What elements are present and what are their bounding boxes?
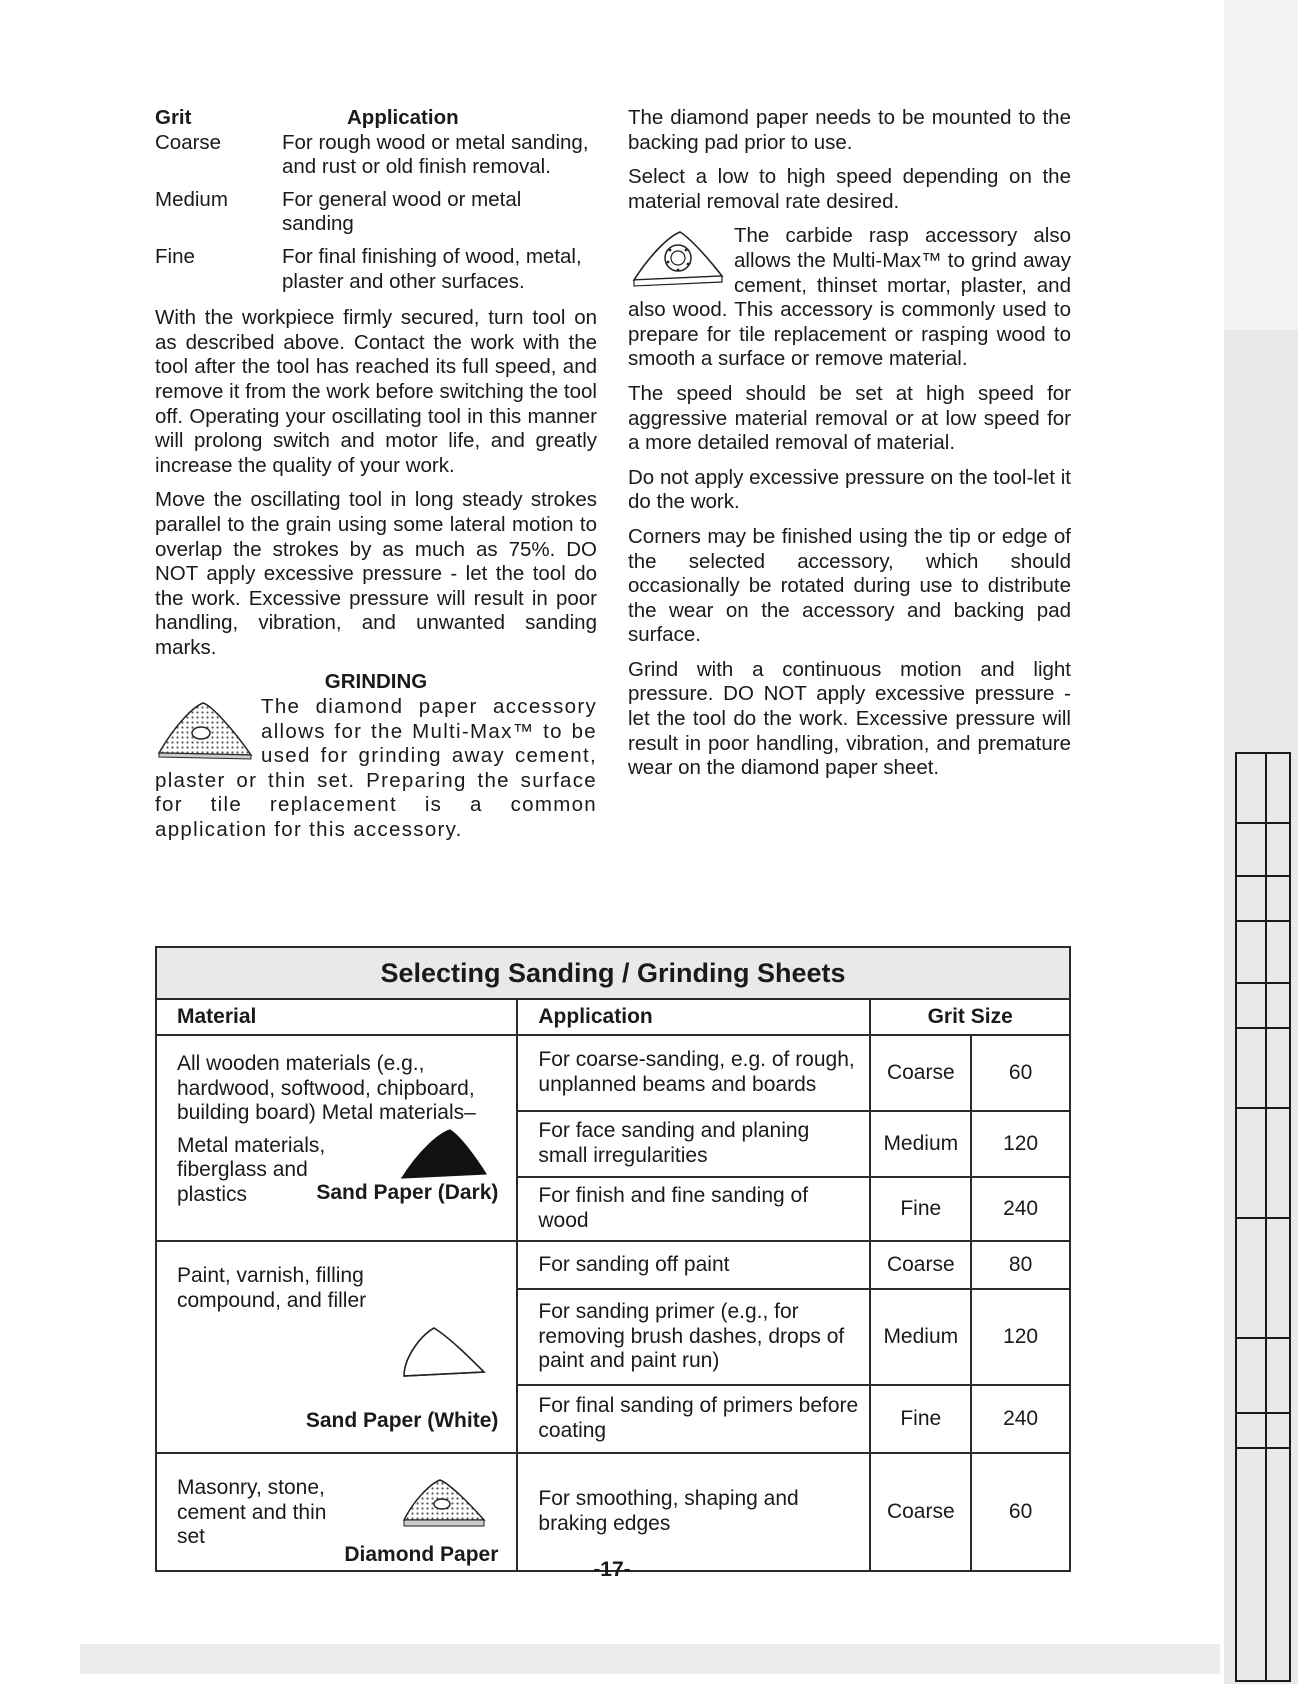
grit-number-cell: 60 [971, 1453, 1070, 1571]
sand-paper-white-icon [400, 1322, 488, 1382]
grit-number-cell: 240 [971, 1385, 1070, 1453]
grit-application-table [155, 106, 597, 294]
diamond-paper-paragraph [155, 695, 597, 843]
table-row [156, 1241, 1070, 1289]
material-header: Material [156, 999, 517, 1035]
thumb-index-tabs [1235, 752, 1291, 1682]
grit-cell: Fine [870, 1177, 971, 1241]
table-title: Selecting Sanding / Grinding Sheets [156, 947, 1070, 999]
material-description: Paint, varnish, filling compound, and filler [177, 1264, 367, 1312]
grit-number-cell: 240 [971, 1177, 1070, 1241]
right-column [628, 106, 1071, 791]
sand-paper-dark-icon [400, 1126, 488, 1182]
application-cell: For final sanding of primers before coating [517, 1385, 870, 1453]
sand-paper-white-label: Sand Paper (White) [305, 1409, 499, 1433]
grit-cell: Medium [870, 1289, 971, 1385]
application-cell: For final finishing of wood, metal, plaster and other surfaces. [282, 244, 582, 293]
application-cell: For sanding off paint [517, 1241, 870, 1289]
grit-size-header: Grit Size [870, 999, 1070, 1035]
application-header: Application [517, 999, 870, 1035]
material-description: All wooden materials (e.g., hardwood, softwood, chipboard, building board) Metal materials– [177, 1052, 476, 1125]
index-tab [1235, 1027, 1291, 1107]
grit-number-cell: 60 [971, 1035, 1070, 1111]
bottom-strip [80, 1644, 1220, 1674]
table-row [156, 1453, 1070, 1571]
grit-cell: Coarse [870, 1453, 971, 1571]
grit-header: Grit [155, 106, 192, 129]
material-cell [156, 1035, 517, 1241]
stroke-paragraph: Move the oscillating tool in long steady strokes parallel to the grain using some lateral motion to overlap the strokes by as much as 75%. DO NOT apply excessive pressure - let the tool do the work. Excessive pressure will result in poor handling, vibration, and unwanted sanding marks. [155, 488, 597, 659]
diamond-paper-text: The diamond paper accessory allows for the Multi-Max™ to be used for grinding away cement, plaster or thin set. Preparing the surface for tile replacement is a common application for this accessory. [155, 695, 597, 842]
speed-select-paragraph: Select a low to high speed depending on the material removal rate desired. [628, 165, 1071, 213]
grit-number-cell: 80 [971, 1241, 1070, 1289]
material-cell [156, 1453, 517, 1571]
diamond-paper-icon [400, 1476, 488, 1532]
application-cell: For smoothing, shaping and braking edges [517, 1453, 870, 1571]
left-column [155, 106, 597, 853]
index-tab [1235, 822, 1291, 875]
index-tab [1235, 1217, 1291, 1337]
table-row [155, 131, 597, 188]
corners-paragraph: Corners may be finished using the tip or edge of the selected accessory, which should occasionally be rotated during use to distribute the wear on the accessory and backing pad surface. [628, 524, 1071, 647]
grit-number-cell: 120 [971, 1111, 1070, 1177]
application-cell: For sanding primer (e.g., for removing brush dashes, drops of paint and paint run) [517, 1289, 870, 1385]
application-cell: For general wood or metal sanding [282, 187, 522, 236]
speed-setting-paragraph: The speed should be set at high speed for aggressive material removal or at low speed for a more detailed removal of material. [628, 381, 1071, 455]
application-cell: For face sanding and planing small irregularities [517, 1111, 870, 1177]
grit-cell: Fine [870, 1385, 971, 1453]
index-tab [1235, 875, 1291, 920]
sanding-sheets-table [155, 946, 1071, 1572]
grit-cell: Fine [155, 244, 195, 268]
side-strip-light [1224, 0, 1298, 330]
grind-motion-paragraph: Grind with a continuous motion and light pressure. DO NOT apply excessive pressure - let the tool do the work. Excessive pressure will result in poor handling, vibration, and premature wear on the diamond paper sheet. [628, 657, 1071, 780]
grit-cell: Medium [155, 187, 228, 211]
grit-cell: Coarse [870, 1035, 971, 1111]
table-row [155, 188, 597, 245]
material-cell [156, 1241, 517, 1453]
application-cell: For finish and fine sanding of wood [517, 1177, 870, 1241]
page-number: -17- [593, 1558, 631, 1581]
index-tab [1235, 752, 1291, 822]
grit-cell: Coarse [870, 1241, 971, 1289]
index-tab [1235, 920, 1291, 982]
mounting-paragraph: The diamond paper needs to be mounted to the backing pad prior to use. [628, 106, 1071, 154]
carbide-rasp-icon [628, 224, 728, 296]
index-tab [1235, 1447, 1291, 1682]
application-cell: For coarse-sanding, e.g. of rough, unplanned beams and boards [517, 1035, 870, 1111]
application-cell: For rough wood or metal sanding, and rust or old finish removal. [282, 130, 589, 179]
index-tab [1235, 1107, 1291, 1217]
index-tab [1235, 1412, 1291, 1447]
index-tab [1235, 982, 1291, 1027]
grit-number-cell: 120 [971, 1289, 1070, 1385]
material-description-secondary: Metal materials, fiberglass and plastics [177, 1133, 326, 1206]
index-tab [1235, 1337, 1291, 1412]
diamond-paper-icon [155, 695, 255, 767]
carbide-rasp-paragraph [628, 224, 1071, 372]
application-header: Application [347, 106, 459, 129]
table-row [155, 245, 597, 294]
grinding-heading: GRINDING [324, 670, 428, 694]
operation-paragraph: With the workpiece firmly secured, turn tool on as described above. Contact the work with the tool after the tool has reached its full speed, and remove it from the work before switching the tool off. Operating your oscillating tool in this manner will prolong switch and motor life, and greatly increase the quality of your work. [155, 306, 597, 477]
material-description: Masonry, stone, cement and thin set [177, 1476, 327, 1549]
grit-cell: Coarse [155, 130, 222, 154]
grit-cell: Medium [870, 1111, 971, 1177]
sand-paper-dark-label: Sand Paper (Dark) [316, 1181, 499, 1205]
diamond-paper-label: Diamond Paper [344, 1543, 499, 1567]
pressure-paragraph: Do not apply excessive pressure on the tool-let it do the work. [628, 465, 1071, 514]
carbide-rasp-text: The carbide rasp accessory also allows the Multi-Max™ to grind away cement, thinset mortar, plaster, and also wood. This accessory is commonly used to prepare for tile replacement or rasping wood to smooth a surface or remove material. [628, 224, 1071, 371]
table-row [156, 1035, 1070, 1111]
